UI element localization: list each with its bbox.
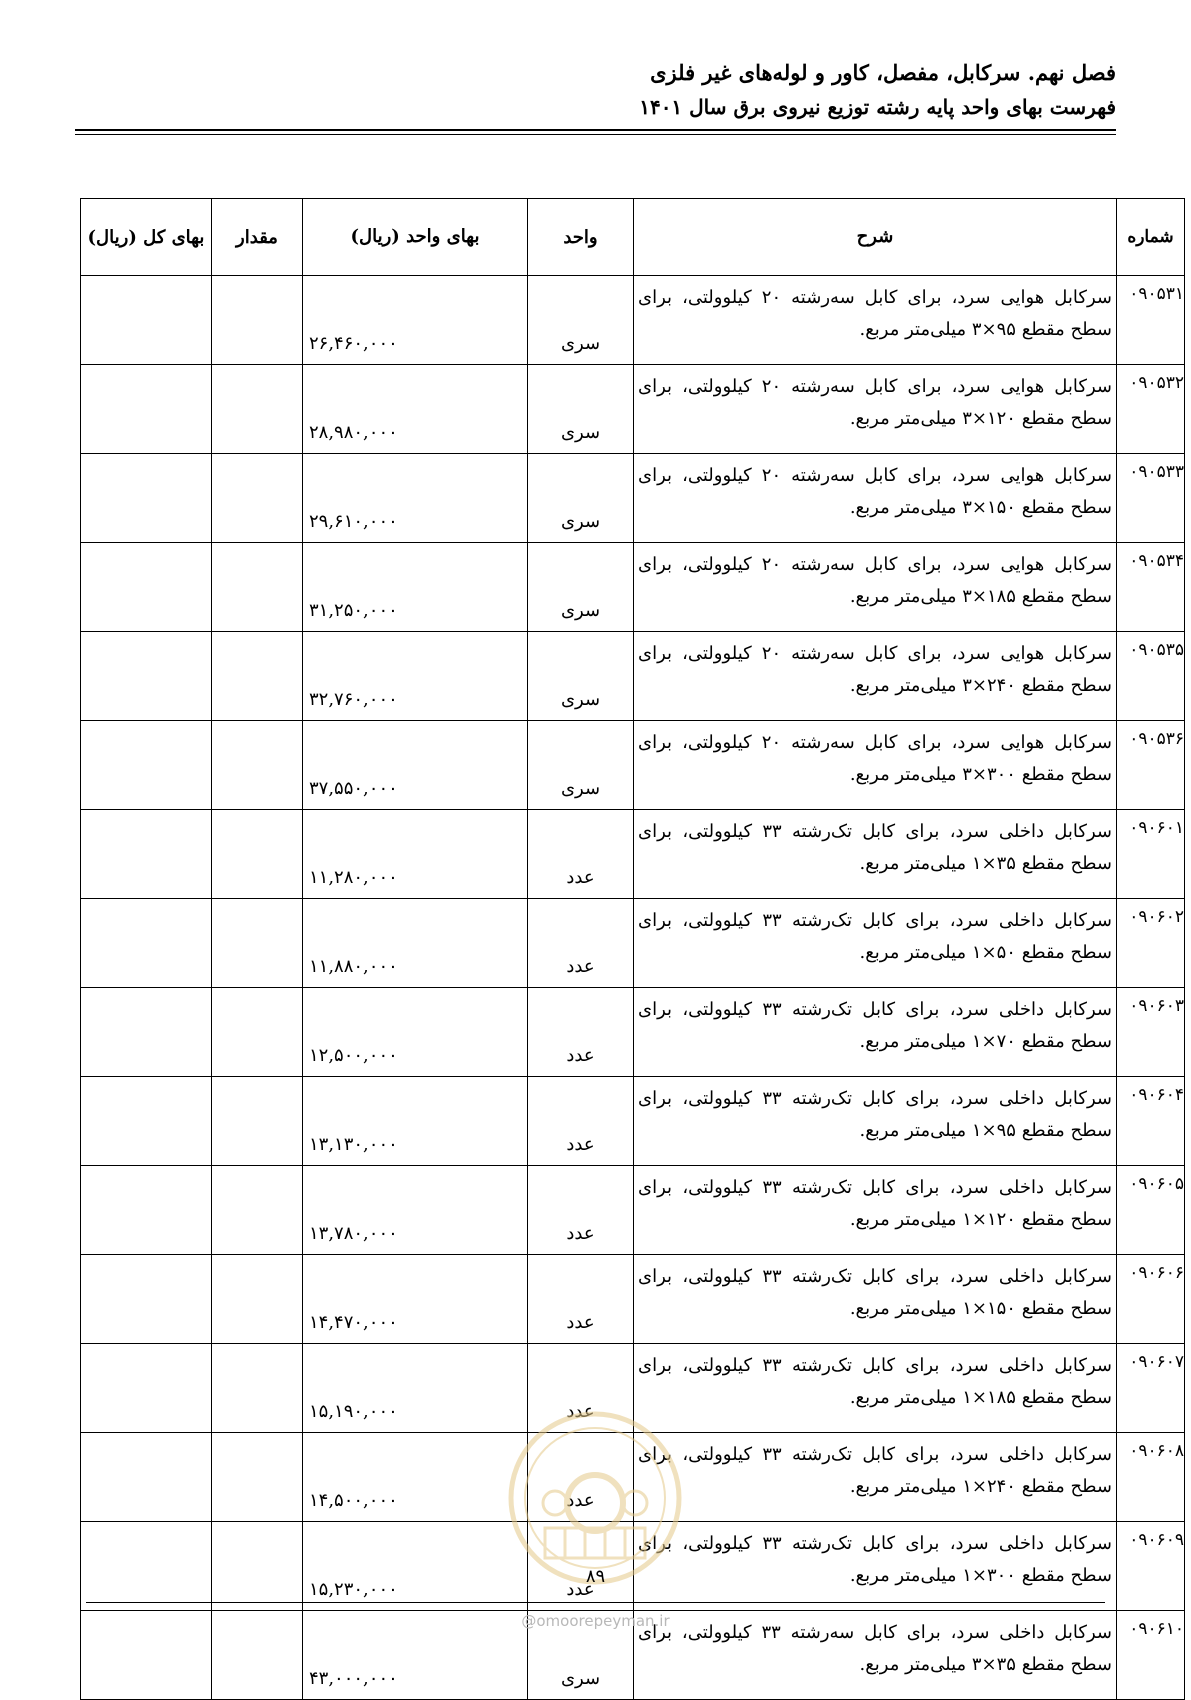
- row-unit-price: ۱۴,۵۰۰,۰۰۰: [303, 1433, 528, 1522]
- row-number: ۰۹۰۶۰۱: [1117, 810, 1185, 899]
- row-unit-price: ۱۱,۲۸۰,۰۰۰: [303, 810, 528, 899]
- col-description-header: شرح: [634, 199, 1117, 276]
- row-unit: سری: [528, 454, 634, 543]
- row-number: ۰۹۰۶۰۹: [1117, 1522, 1185, 1611]
- table-body: [81, 276, 1185, 1700]
- row-total: [81, 721, 212, 810]
- row-number: ۰۹۰۶۰۳: [1117, 988, 1185, 1077]
- row-description: سرکابل داخلی سرد، برای کابل تک‌رشته ۳۳ کیلوولتی، برای سطح مقطع ۱۵۰×۱ میلی‌متر مربع.: [634, 1255, 1117, 1344]
- row-description: سرکابل داخلی سرد، برای کابل تک‌رشته ۳۳ کیلوولتی، برای سطح مقطع ۲۴۰×۱ میلی‌متر مربع.: [634, 1433, 1117, 1522]
- row-description: سرکابل هوایی سرد، برای کابل سه‌رشته ۲۰ کیلوولتی، برای سطح مقطع ۹۵×۳ میلی‌متر مربع.: [634, 276, 1117, 365]
- footer-rule: [86, 1602, 1105, 1603]
- row-number: ۰۹۰۵۳۱: [1117, 276, 1185, 365]
- table-row: [81, 1433, 1185, 1522]
- row-total: [81, 899, 212, 988]
- row-unit: عدد: [528, 1344, 634, 1433]
- page-number: ۸۹: [585, 1566, 606, 1587]
- row-quantity: [212, 365, 303, 454]
- row-quantity: [212, 632, 303, 721]
- row-unit: عدد: [528, 1255, 634, 1344]
- row-unit-price: ۳۲,۷۶۰,۰۰۰: [303, 632, 528, 721]
- row-unit: عدد: [528, 899, 634, 988]
- row-description: سرکابل داخلی سرد، برای کابل سه‌رشته ۳۳ کیلوولتی، برای سطح مقطع ۳۵×۳ میلی‌متر مربع.: [634, 1611, 1117, 1700]
- row-total: [81, 988, 212, 1077]
- table-row: [81, 721, 1185, 810]
- row-description: سرکابل داخلی سرد، برای کابل تک‌رشته ۳۳ کیلوولتی، برای سطح مقطع ۹۵×۱ میلی‌متر مربع.: [634, 1077, 1117, 1166]
- row-total: [81, 276, 212, 365]
- table-row: [81, 1255, 1185, 1344]
- row-number: ۰۹۰۵۳۶: [1117, 721, 1185, 810]
- row-quantity: [212, 1166, 303, 1255]
- row-quantity: [212, 988, 303, 1077]
- row-unit-price: ۲۸,۹۸۰,۰۰۰: [303, 365, 528, 454]
- row-description: سرکابل هوایی سرد، برای کابل سه‌رشته ۲۰ کیلوولتی، برای سطح مقطع ۱۸۵×۳ میلی‌متر مربع.: [634, 543, 1117, 632]
- row-description: سرکابل داخلی سرد، برای کابل تک‌رشته ۳۳ کیلوولتی، برای سطح مقطع ۳۰۰×۱ میلی‌متر مربع.: [634, 1522, 1117, 1611]
- row-number: ۰۹۰۵۳۴: [1117, 543, 1185, 632]
- row-total: [81, 810, 212, 899]
- table-row: [81, 1344, 1185, 1433]
- row-unit-price: ۱۴,۴۷۰,۰۰۰: [303, 1255, 528, 1344]
- row-unit: عدد: [528, 1522, 634, 1611]
- table-row: [81, 365, 1185, 454]
- row-description: سرکابل داخلی سرد، برای کابل تک‌رشته ۳۳ کیلوولتی، برای سطح مقطع ۷۰×۱ میلی‌متر مربع.: [634, 988, 1117, 1077]
- row-number: ۰۹۰۶۰۴: [1117, 1077, 1185, 1166]
- row-quantity: [212, 899, 303, 988]
- row-description: سرکابل هوایی سرد، برای کابل سه‌رشته ۲۰ کیلوولتی، برای سطح مقطع ۳۰۰×۳ میلی‌متر مربع.: [634, 721, 1117, 810]
- row-total: [81, 1166, 212, 1255]
- row-unit-price: ۳۷,۵۵۰,۰۰۰: [303, 721, 528, 810]
- row-number: ۰۹۰۶۱۰: [1117, 1611, 1185, 1700]
- col-unit-price-header: بهای واحد (ریال): [303, 199, 528, 276]
- row-description: سرکابل داخلی سرد، برای کابل تک‌رشته ۳۳ کیلوولتی، برای سطح مقطع ۱۲۰×۱ میلی‌متر مربع.: [634, 1166, 1117, 1255]
- row-total: [81, 1344, 212, 1433]
- table-row: [81, 1077, 1185, 1166]
- table-row: [81, 454, 1185, 543]
- table-row: [81, 276, 1185, 365]
- row-unit: سری: [528, 543, 634, 632]
- row-unit: عدد: [528, 988, 634, 1077]
- row-number: ۰۹۰۶۰۸: [1117, 1433, 1185, 1522]
- row-description: سرکابل داخلی سرد، برای کابل تک‌رشته ۳۳ کیلوولتی، برای سطح مقطع ۳۵×۱ میلی‌متر مربع.: [634, 810, 1117, 899]
- row-quantity: [212, 1255, 303, 1344]
- col-total-header: بهای کل (ریال): [81, 199, 212, 276]
- row-unit-price: ۴۳,۰۰۰,۰۰۰: [303, 1611, 528, 1700]
- row-number: ۰۹۰۶۰۷: [1117, 1344, 1185, 1433]
- row-unit: سری: [528, 1611, 634, 1700]
- row-number: ۰۹۰۵۳۳: [1117, 454, 1185, 543]
- website-watermark: @omoorepeyman.ir: [521, 1612, 670, 1630]
- row-unit-price: ۲۹,۶۱۰,۰۰۰: [303, 454, 528, 543]
- row-description: سرکابل داخلی سرد، برای کابل تک‌رشته ۳۳ کیلوولتی، برای سطح مقطع ۵۰×۱ میلی‌متر مربع.: [634, 899, 1117, 988]
- row-quantity: [212, 721, 303, 810]
- row-number: ۰۹۰۵۳۵: [1117, 632, 1185, 721]
- document-title: فهرست بهای واحد پایه رشته توزیع نیروی برق سال ۱۴۰۱: [639, 95, 1116, 119]
- row-unit: عدد: [528, 1166, 634, 1255]
- row-total: [81, 543, 212, 632]
- row-quantity: [212, 1077, 303, 1166]
- row-total: [81, 632, 212, 721]
- row-quantity: [212, 543, 303, 632]
- row-number: ۰۹۰۶۰۶: [1117, 1255, 1185, 1344]
- table-row: [81, 988, 1185, 1077]
- row-unit: عدد: [528, 1077, 634, 1166]
- price-table: [80, 198, 1185, 1700]
- row-unit-price: ۱۳,۱۳۰,۰۰۰: [303, 1077, 528, 1166]
- table-row: [81, 810, 1185, 899]
- table-row: [81, 543, 1185, 632]
- row-description: سرکابل هوایی سرد، برای کابل سه‌رشته ۲۰ کیلوولتی، برای سطح مقطع ۱۵۰×۳ میلی‌متر مربع.: [634, 454, 1117, 543]
- row-description: سرکابل هوایی سرد، برای کابل سه‌رشته ۲۰ کیلوولتی، برای سطح مقطع ۲۴۰×۳ میلی‌متر مربع.: [634, 632, 1117, 721]
- row-unit: عدد: [528, 810, 634, 899]
- row-number: ۰۹۰۵۳۲: [1117, 365, 1185, 454]
- table-row: [81, 899, 1185, 988]
- row-unit: سری: [528, 365, 634, 454]
- row-number: ۰۹۰۶۰۵: [1117, 1166, 1185, 1255]
- row-total: [81, 365, 212, 454]
- col-unit-header: واحد: [528, 199, 634, 276]
- row-quantity: [212, 276, 303, 365]
- row-unit: سری: [528, 721, 634, 810]
- row-total: [81, 454, 212, 543]
- header-rule-thin: [75, 134, 1116, 135]
- row-unit-price: ۱۵,۲۳۰,۰۰۰: [303, 1522, 528, 1611]
- table-header-row: [81, 199, 1185, 276]
- row-unit: سری: [528, 632, 634, 721]
- row-unit-price: ۱۱,۸۸۰,۰۰۰: [303, 899, 528, 988]
- table-row: [81, 632, 1185, 721]
- table-row: [81, 1166, 1185, 1255]
- row-total: [81, 1433, 212, 1522]
- row-unit-price: ۱۵,۱۹۰,۰۰۰: [303, 1344, 528, 1433]
- row-total: [81, 1255, 212, 1344]
- row-unit-price: ۳۱,۲۵۰,۰۰۰: [303, 543, 528, 632]
- row-unit-price: ۲۶,۴۶۰,۰۰۰: [303, 276, 528, 365]
- row-unit: سری: [528, 276, 634, 365]
- row-number: ۰۹۰۶۰۲: [1117, 899, 1185, 988]
- row-description: سرکابل هوایی سرد، برای کابل سه‌رشته ۲۰ کیلوولتی، برای سطح مقطع ۱۲۰×۳ میلی‌متر مربع.: [634, 365, 1117, 454]
- row-unit: عدد: [528, 1433, 634, 1522]
- row-quantity: [212, 1433, 303, 1522]
- row-quantity: [212, 1344, 303, 1433]
- chapter-title: فصل نهم. سرکابل، مفصل، کاور و لوله‌های غیر فلزی: [650, 60, 1116, 85]
- row-quantity: [212, 810, 303, 899]
- row-unit-price: ۱۲,۵۰۰,۰۰۰: [303, 988, 528, 1077]
- row-quantity: [212, 454, 303, 543]
- page-header: [639, 58, 1116, 122]
- header-rule-thick: [75, 129, 1116, 131]
- row-total: [81, 1077, 212, 1166]
- row-description: سرکابل داخلی سرد، برای کابل تک‌رشته ۳۳ کیلوولتی، برای سطح مقطع ۱۸۵×۱ میلی‌متر مربع.: [634, 1344, 1117, 1433]
- col-quantity-header: مقدار: [212, 199, 303, 276]
- row-unit-price: ۱۳,۷۸۰,۰۰۰: [303, 1166, 528, 1255]
- col-number-header: شماره: [1117, 199, 1185, 276]
